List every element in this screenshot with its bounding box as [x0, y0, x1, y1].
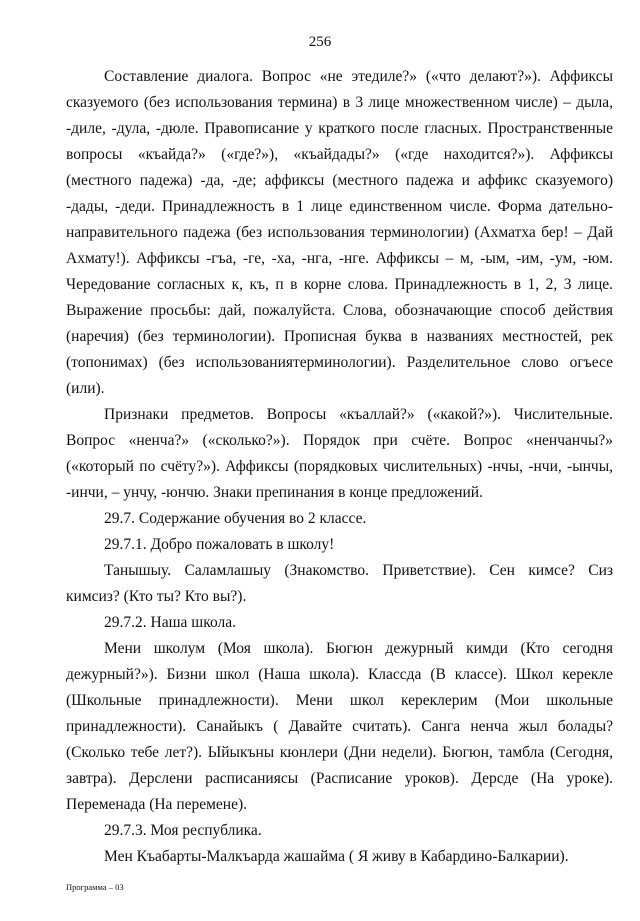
- paragraph: Мени школум (Моя школа). Бюгюн дежурный кимди (Кто сегодня дежурный?»). Бизни школ (Наша школа). Классда (В классе). Школ керекле (Школьные принадлежности). Мени школ кереклерим (Мои школьные принадлежности). Санайыкъ ( Давайте считать). Санга ненча жыл болады? (Сколько тебе лет?). Ыйыкъны кюнлери (Дни недели). Бюгюн, тамбла (Сегодня, завтра). Дерслени расписаниясы (Расписание уроков). Дерсде (На уроке). Переменада (На перемене).: [66, 640, 613, 813]
- document-body: [66, 64, 613, 870]
- paragraph: Мен Къабарты-Малкъарда жашайма ( Я живу в Кабардино-Балкарии).: [104, 848, 569, 865]
- paragraph: Признаки предметов. Вопросы «къаллай?» («какой?»). Числительные. Вопрос «ненча?» («сколько?»). Порядок при счёте. Вопрос «ненчанчы?» («который по счёту?»). Аффиксы (порядковых числительных) -нчы, -нчи, -ынчы, -инчи, – унчу, -юнчю. Знаки препинания в конце предложений.: [66, 406, 613, 501]
- section-heading: 29.7. Содержание обучения во 2 классе.: [104, 510, 367, 527]
- paragraph: Составление диалога. Вопрос «не этедиле?» («что делают?»). Аффиксы сказуемого (без использования термина) в 3 лице множественном числе) – дыла, -диле, -дула, -дюле. Правописание у краткого после гласных. Пространственные вопросы «къайда?» («где?»), «къайдады?» («где находится?»). Аффиксы (местного падежа) -да, -де; аффиксы (местного падежа и аффикс сказуемого) -дады, -деди. Принадлежность в 1 лице единственном числе. Форма дательно-направительного падежа (без использования терминологии) (Ахматха бер! – Дай Ахмату!). Аффиксы -гъа, -ге, -ха, -нга, -нге. Аффиксы – м, -ым, -им, -ум, -юм. Чередование согласных к, къ, п в корне слова. Принадлежность в 1, 2, 3 лице. Выражение просьбы: дай, пожалуйста. Слова, обозначающие способ действия (наречия) (без терминологии). Прописная буква в названиях местностей, рек (топонимах) (без использованиятерминологии). Разделительное слово огъесе (или).: [66, 68, 613, 397]
- section-heading: 29.7.2. Наша школа.: [104, 614, 236, 631]
- paragraph: Танышыу. Саламлашыу (Знакомство. Приветствие). Сен кимсе? Сиз кимсиз? (Кто ты? Кто вы?).: [66, 562, 613, 605]
- section-heading: 29.7.1. Добро пожаловать в школу!: [104, 536, 335, 553]
- section-heading: 29.7.3. Моя республика.: [104, 822, 262, 839]
- page-footer: Программа – 03: [66, 882, 124, 892]
- page-number: 256: [308, 34, 332, 50]
